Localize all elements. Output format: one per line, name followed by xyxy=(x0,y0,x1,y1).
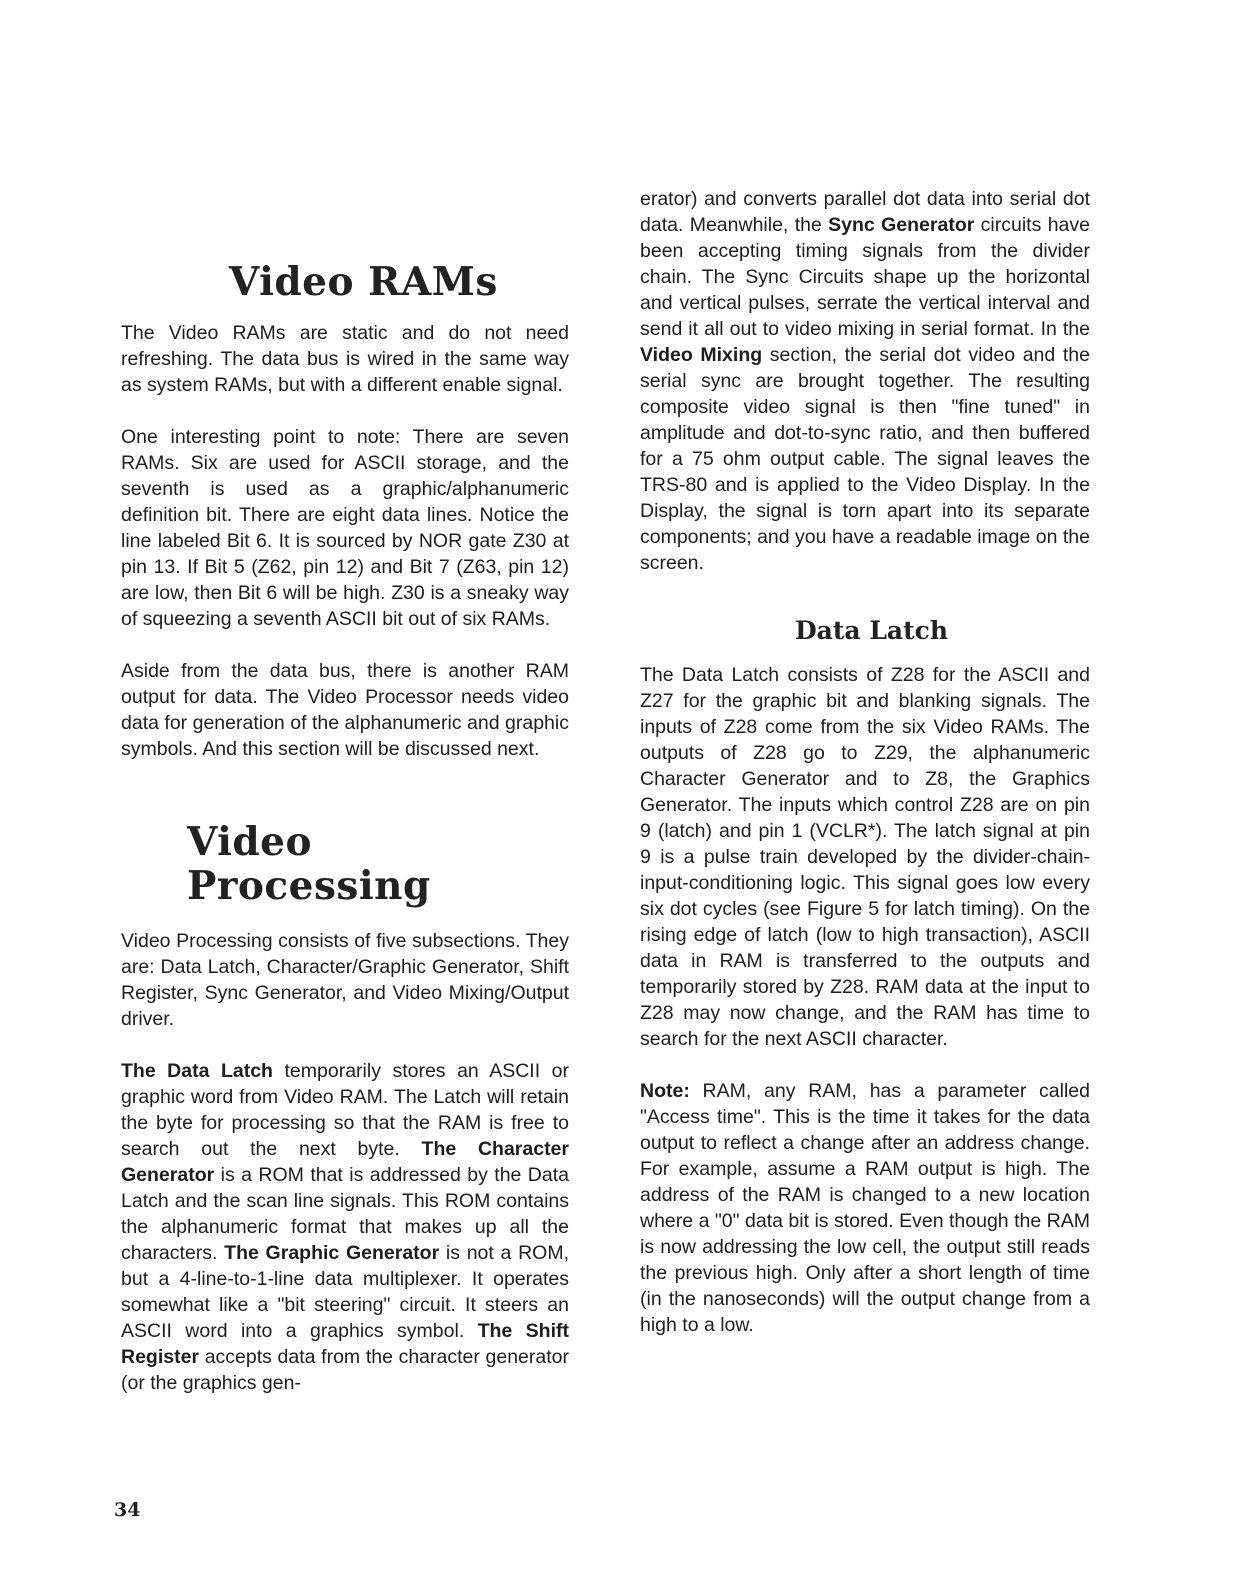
continued-paragraph xyxy=(640,186,1090,576)
data-latch-term: The Data Latch xyxy=(121,1060,273,1082)
page-number: 34 xyxy=(114,1499,141,1521)
video-mixing-term: Video Mixing xyxy=(640,344,763,366)
sync-generator-term: Sync Generator xyxy=(828,214,975,236)
text-span: accepts data from the character generator (or the graphics gen- xyxy=(121,1346,569,1394)
text-span: section, the serial dot video and the serial sync are brought together. The resulting composite video signal is then "fine tuned" in amplitude and dot-to-sync ratio, and then buffered for a 75 ohm output cable. The signal leaves the TRS-80 and is applied to the Video Display. In the Display, the signal is torn apart into its separate components; and you have a readable image on the screen. xyxy=(640,344,1090,574)
video-processing-paragraph-1: Video Processing consists of five subsections. They are: Data Latch, Character/Graphic Generator, Shift Register, Sync Generator, and Video Mixing/Output driver. xyxy=(121,930,569,1030)
data-latch-heading: Data Latch xyxy=(795,616,949,645)
note-paragraph xyxy=(640,1078,1090,1338)
video-rams-heading: Video RAMs xyxy=(229,259,498,305)
video-processing-paragraph-2 xyxy=(121,1058,569,1396)
data-latch-paragraph: The Data Latch consists of Z28 for the ASCII and Z27 for the graphic bit and blanking signals. The inputs of Z28 come from the six Video RAMs. The outputs of Z28 go to Z29, the alphanumeric Character Generator and to Z8, the Graphics Generator. The inputs which control Z28 are on pin 9 (latch) and pin 1 (VCLR*). The latch signal at pin 9 is a pulse train developed by the divider-chain-input-conditioning logic. This signal goes low every six dot cycles (see Figure 5 for latch timing). On the rising edge of latch (low to high transaction), ASCII data in RAM is transferred to the outputs and temporarily stored by Z28. RAM data at the input to Z28 may now change, and the RAM has time to search for the next ASCII character. xyxy=(640,664,1090,1050)
video-rams-paragraph-3: Aside from the data bus, there is another RAM output for data. The Video Processor needs video data for generation of the alphanumeric and graphic symbols. And this section will be discussed next. xyxy=(121,660,569,760)
text-span: is not a ROM, but a 4-line-to-1-line data multiplexer. It operates somewhat like a "bit steering" circuit. It steers an ASCII word into a graphics symbol. xyxy=(121,1242,569,1342)
text-span: is a ROM that is addressed by the Data Latch and the scan line signals. This ROM contains the alphanumeric format that makes up all the characters. xyxy=(121,1164,569,1264)
left-column xyxy=(121,260,569,1396)
text-span: temporarily stores an ASCII or graphic word from Video RAM. The Latch will retain the byte for processing so that the RAM is free to search out the next byte. xyxy=(121,1060,569,1160)
video-rams-paragraph-2: One interesting point to note: There are seven RAMs. Six are used for ASCII storage, and the seventh is used as a graphic/alphanumeric definition bit. There are eight data lines. Notice the line labeled Bit 6. It is sourced by NOR gate Z30 at pin 13. If Bit 5 (Z62, pin 12) and Bit 7 (Z63, pin 12) are low, then Bit 6 will be high. Z30 is a sneaky way of squeezing a seventh ASCII bit out of six RAMs. xyxy=(121,426,569,630)
video-processing-heading: Video Processing xyxy=(187,819,431,909)
video-rams-paragraph-1: The Video RAMs are static and do not need refreshing. The data bus is wired in the same way as system RAMs, but with a different enable signal. xyxy=(121,322,569,396)
text-span: RAM, any RAM, has a parameter called "Access time". This is the time it takes for the data output to reflect a change after an address change. For example, assume a RAM output is high. The address of the RAM is changed to a new location where a "0" data bit is stored. Even though the RAM is now addressing the low cell, the output still reads the previous high. Only after a short length of time (in the nanoseconds) will the output change from a high to a low. xyxy=(640,1080,1090,1336)
text-span: erator) and converts parallel dot data into serial dot data. Meanwhile, the xyxy=(640,188,1090,236)
character-generator-term: The Character Generator xyxy=(121,1138,569,1186)
right-column xyxy=(640,186,1090,1338)
graphic-generator-term: The Graphic Generator xyxy=(224,1242,440,1264)
text-span: circuits have been accepting timing signals from the divider chain. The Sync Circuits shape up the horizontal and vertical pulses, serrate the vertical interval and send it all out to video mixing in serial format. In the xyxy=(640,214,1090,340)
note-label: Note: xyxy=(640,1080,690,1102)
shift-register-term: The Shift Register xyxy=(121,1320,569,1368)
